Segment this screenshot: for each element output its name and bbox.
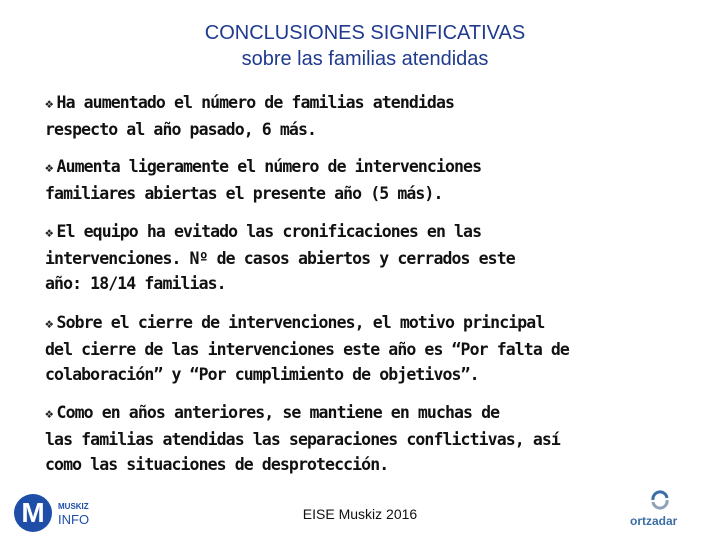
diamond-bullet-icon: ❖	[45, 96, 53, 112]
bullet-text: Ha aumentado el número de familias atendidas	[56, 93, 455, 112]
bullet-text: El equipo ha evitado las cronificaciones en las	[56, 222, 482, 241]
logo-muskiz-text: MUSKIZ	[58, 502, 89, 511]
diamond-bullet-icon: ❖	[45, 225, 53, 241]
bullet-item	[45, 154, 481, 206]
bullet-item	[45, 90, 454, 142]
ortzadar-logo	[630, 490, 690, 532]
ortzadar-swirl-icon	[650, 490, 670, 510]
diamond-bullet-icon: ❖	[45, 316, 53, 332]
bullet-text: familiares abiertas el presente año (5 más).	[45, 184, 443, 203]
bullet-text: intervenciones. Nº de casos abiertos y cerrados este	[45, 249, 515, 268]
muskiz-m-icon: M	[14, 494, 52, 532]
diamond-bullet-icon: ❖	[45, 406, 53, 422]
bullet-item	[45, 219, 515, 296]
bullet-text: año: 18/14 familias.	[45, 274, 226, 293]
title-line-2: sobre las familias atendidas	[241, 48, 489, 70]
bullet-text: respecto al año pasado, 6 más.	[45, 120, 317, 139]
footer-text: EISE Muskiz 2016	[302, 506, 418, 522]
bullet-text: Sobre el cierre de intervenciones, el motivo principal	[56, 313, 545, 332]
bullet-item	[45, 400, 560, 477]
bullet-text: del cierre de las intervenciones este año es “Por falta de	[45, 340, 569, 359]
ortzadar-text: ortzadar	[630, 514, 678, 528]
bullet-text: Aumenta ligeramente el número de intervenciones	[56, 157, 482, 176]
bullet-text: Como en años anteriores, se mantiene en muchas de	[56, 403, 500, 422]
logo-info-text: INFO	[58, 512, 90, 527]
bullet-text: como las situaciones de desprotección.	[45, 455, 389, 474]
title-line-1: CONCLUSIONES SIGNIFICATIVAS	[204, 22, 526, 44]
slide-title	[0, 20, 720, 72]
bullet-item	[45, 310, 569, 387]
bullet-text: las familias atendidas las separaciones conflictivas, así	[45, 430, 560, 449]
diamond-bullet-icon: ❖	[45, 160, 53, 176]
bullet-text: colaboración” y “Por cumplimiento de objetivos”.	[45, 365, 479, 384]
